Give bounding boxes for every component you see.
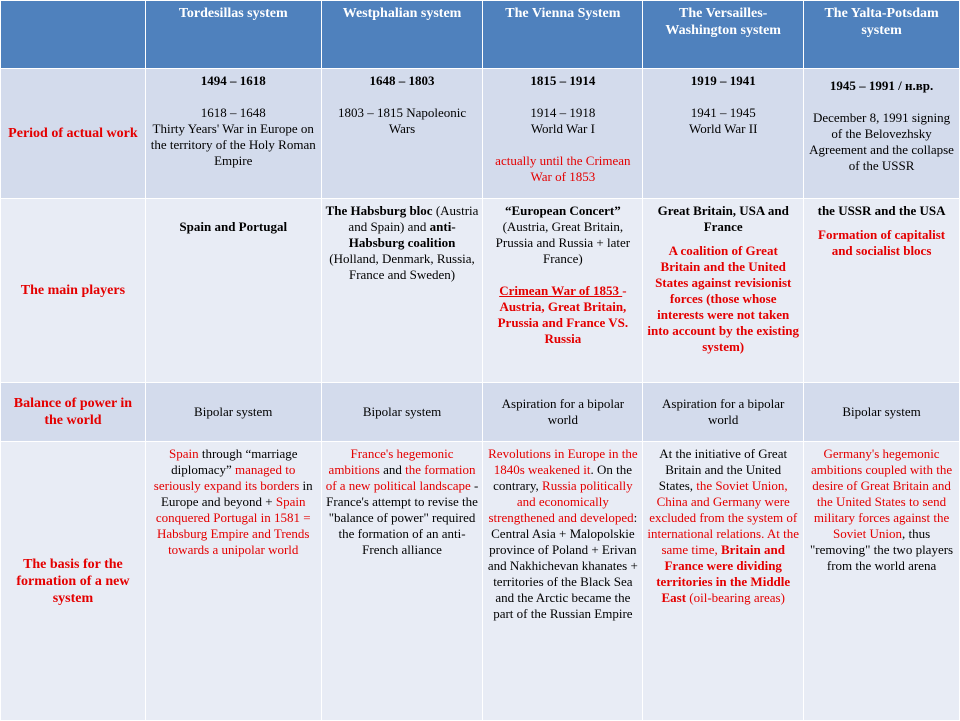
basis-vienna: [483, 442, 643, 721]
header-yalta: The Yalta-Potsdam system: [804, 1, 960, 69]
players-text: The Habsburg bloc: [325, 203, 433, 218]
period-sub: World War II: [688, 121, 758, 136]
players-text: “European Concert”: [505, 203, 621, 218]
period-main: 1919 – 1941: [690, 73, 756, 88]
basis-text: Spain: [168, 446, 199, 461]
basis-text: : Central Asia + Malopolskie province of Poland + Erivan and Nakhichevan khanates + territories of the Black Sea and the Arctic became the part of the Russian Empire: [487, 510, 638, 621]
row-label-balance: Balance of power in the world: [1, 383, 146, 442]
basis-text: , thus "removing" the two players from the world arena: [810, 526, 954, 573]
players-text: Spain and Portugal: [179, 219, 288, 234]
period-sub: 1803 – 1815 Napoleonic Wars: [337, 105, 467, 136]
header-westphalian: Westphalian system: [321, 1, 483, 69]
balance-tordesillas: Bipolar system: [145, 383, 321, 442]
row-basis: [1, 442, 960, 721]
basis-text: . On the contrary,: [493, 462, 633, 493]
basis-text: the formation of a new political landscape: [325, 462, 476, 493]
players-text: (Austria and Spain) and: [348, 203, 479, 234]
period-vienna: [483, 69, 643, 199]
players-text: (Austria, Great Britain, Prussia and Russia + later France): [495, 219, 631, 266]
row-label-basis: The basis for the formation of a new system: [1, 442, 146, 721]
players-note: Formation of capitalist and socialist blocs: [818, 227, 946, 258]
period-main: 1494 – 1618: [200, 73, 266, 88]
players-text: anti-Habsburg coalition: [348, 219, 456, 250]
basis-text: and: [379, 462, 406, 477]
players-note: Crimean War of 1853: [499, 283, 623, 298]
row-balance: [1, 383, 960, 442]
corner-cell: [1, 1, 146, 69]
basis-text: Russia politically and economically strengthened and developed: [488, 478, 634, 525]
basis-text: the Soviet Union, China and Germany were excluded from the system of international relations. At the same time,: [647, 478, 800, 557]
basis-tordesillas: [145, 442, 321, 721]
period-sub: 1941 – 1945: [690, 105, 756, 120]
period-versailles: [643, 69, 804, 199]
header-versailles: The Versailles-Washington system: [643, 1, 804, 69]
period-sub: 1618 – 1648: [200, 105, 266, 120]
basis-text: managed to seriously expand its borders: [153, 462, 300, 493]
period-westphalian: [321, 69, 483, 199]
basis-text: (oil-bearing areas): [686, 590, 785, 605]
period-yalta: [804, 69, 960, 199]
players-tordesillas: [145, 199, 321, 383]
players-text: (Holland, Denmark, Russia, France and Sweden): [329, 251, 475, 282]
basis-westphalian: [321, 442, 483, 721]
basis-text: Britain and France were dividing territories in the Middle East: [656, 542, 791, 605]
players-text: Great Britain, USA and France: [657, 203, 789, 234]
balance-yalta: Bipolar system: [804, 383, 960, 442]
basis-text: Revolutions in Europe in the 1840s weakened it: [488, 446, 638, 477]
players-versailles: [643, 199, 804, 383]
players-note: A coalition of Great Britain and the United States against revisionist forces (those whose interests were not taken into account by the existing system): [647, 243, 800, 354]
period-sub: Thirty Years' War in Europe on the territory of the Holy Roman Empire: [150, 121, 316, 168]
header-tordesillas: Tordesillas system: [145, 1, 321, 69]
period-main: 1815 – 1914: [530, 73, 596, 88]
players-vienna: [483, 199, 643, 383]
balance-versailles: Aspiration for a bipolar world: [643, 383, 804, 442]
period-sub: December 8, 1991 signing of the Belovezhsky Agreement and the collapse of the USSR: [809, 110, 954, 173]
basis-text: At the initiative of Great Britain and the United States,: [658, 446, 788, 493]
row-label-players: The main players: [1, 199, 146, 383]
period-note: actually until the Crimean War of 1853: [495, 153, 631, 184]
basis-text: Germany's hegemonic ambitions coupled with the desire of Great Britain and the United States to send military forces against the Soviet Union: [810, 446, 953, 541]
header-vienna: The Vienna System: [483, 1, 643, 69]
basis-yalta: [804, 442, 960, 721]
basis-text: Spain conquered Portugal in 1581 = Habsburg Empire and Trends towards a unipolar world: [155, 494, 311, 557]
balance-westphalian: Bipolar system: [321, 383, 483, 442]
period-tordesillas: [145, 69, 321, 199]
basis-text: in Europe and beyond +: [160, 478, 313, 509]
row-period: [1, 69, 960, 199]
balance-vienna: Aspiration for a bipolar world: [483, 383, 643, 442]
basis-versailles: [643, 442, 804, 721]
period-main: 1945 – 1991 / н.вр.: [829, 78, 934, 93]
period-main: 1648 – 1803: [369, 73, 435, 88]
period-sub: World War I: [530, 121, 595, 136]
period-sub: 1914 – 1918: [530, 105, 596, 120]
players-note: - Austria, Great Britain, Prussia and France VS. Russia: [497, 283, 629, 346]
players-westphalian: [321, 199, 483, 383]
basis-text: - France's attempt to revise the "balance of power" required the formation of an anti-French alliance: [326, 478, 479, 557]
basis-text: France's hegemonic ambitions: [328, 446, 454, 477]
row-players: [1, 199, 960, 383]
header-row: [1, 1, 960, 69]
players-text: the USSR and the USA: [817, 203, 946, 218]
basis-text: through “marriage diplomacy”: [171, 446, 298, 477]
row-label-period: Period of actual work: [1, 69, 146, 199]
players-yalta: [804, 199, 960, 383]
